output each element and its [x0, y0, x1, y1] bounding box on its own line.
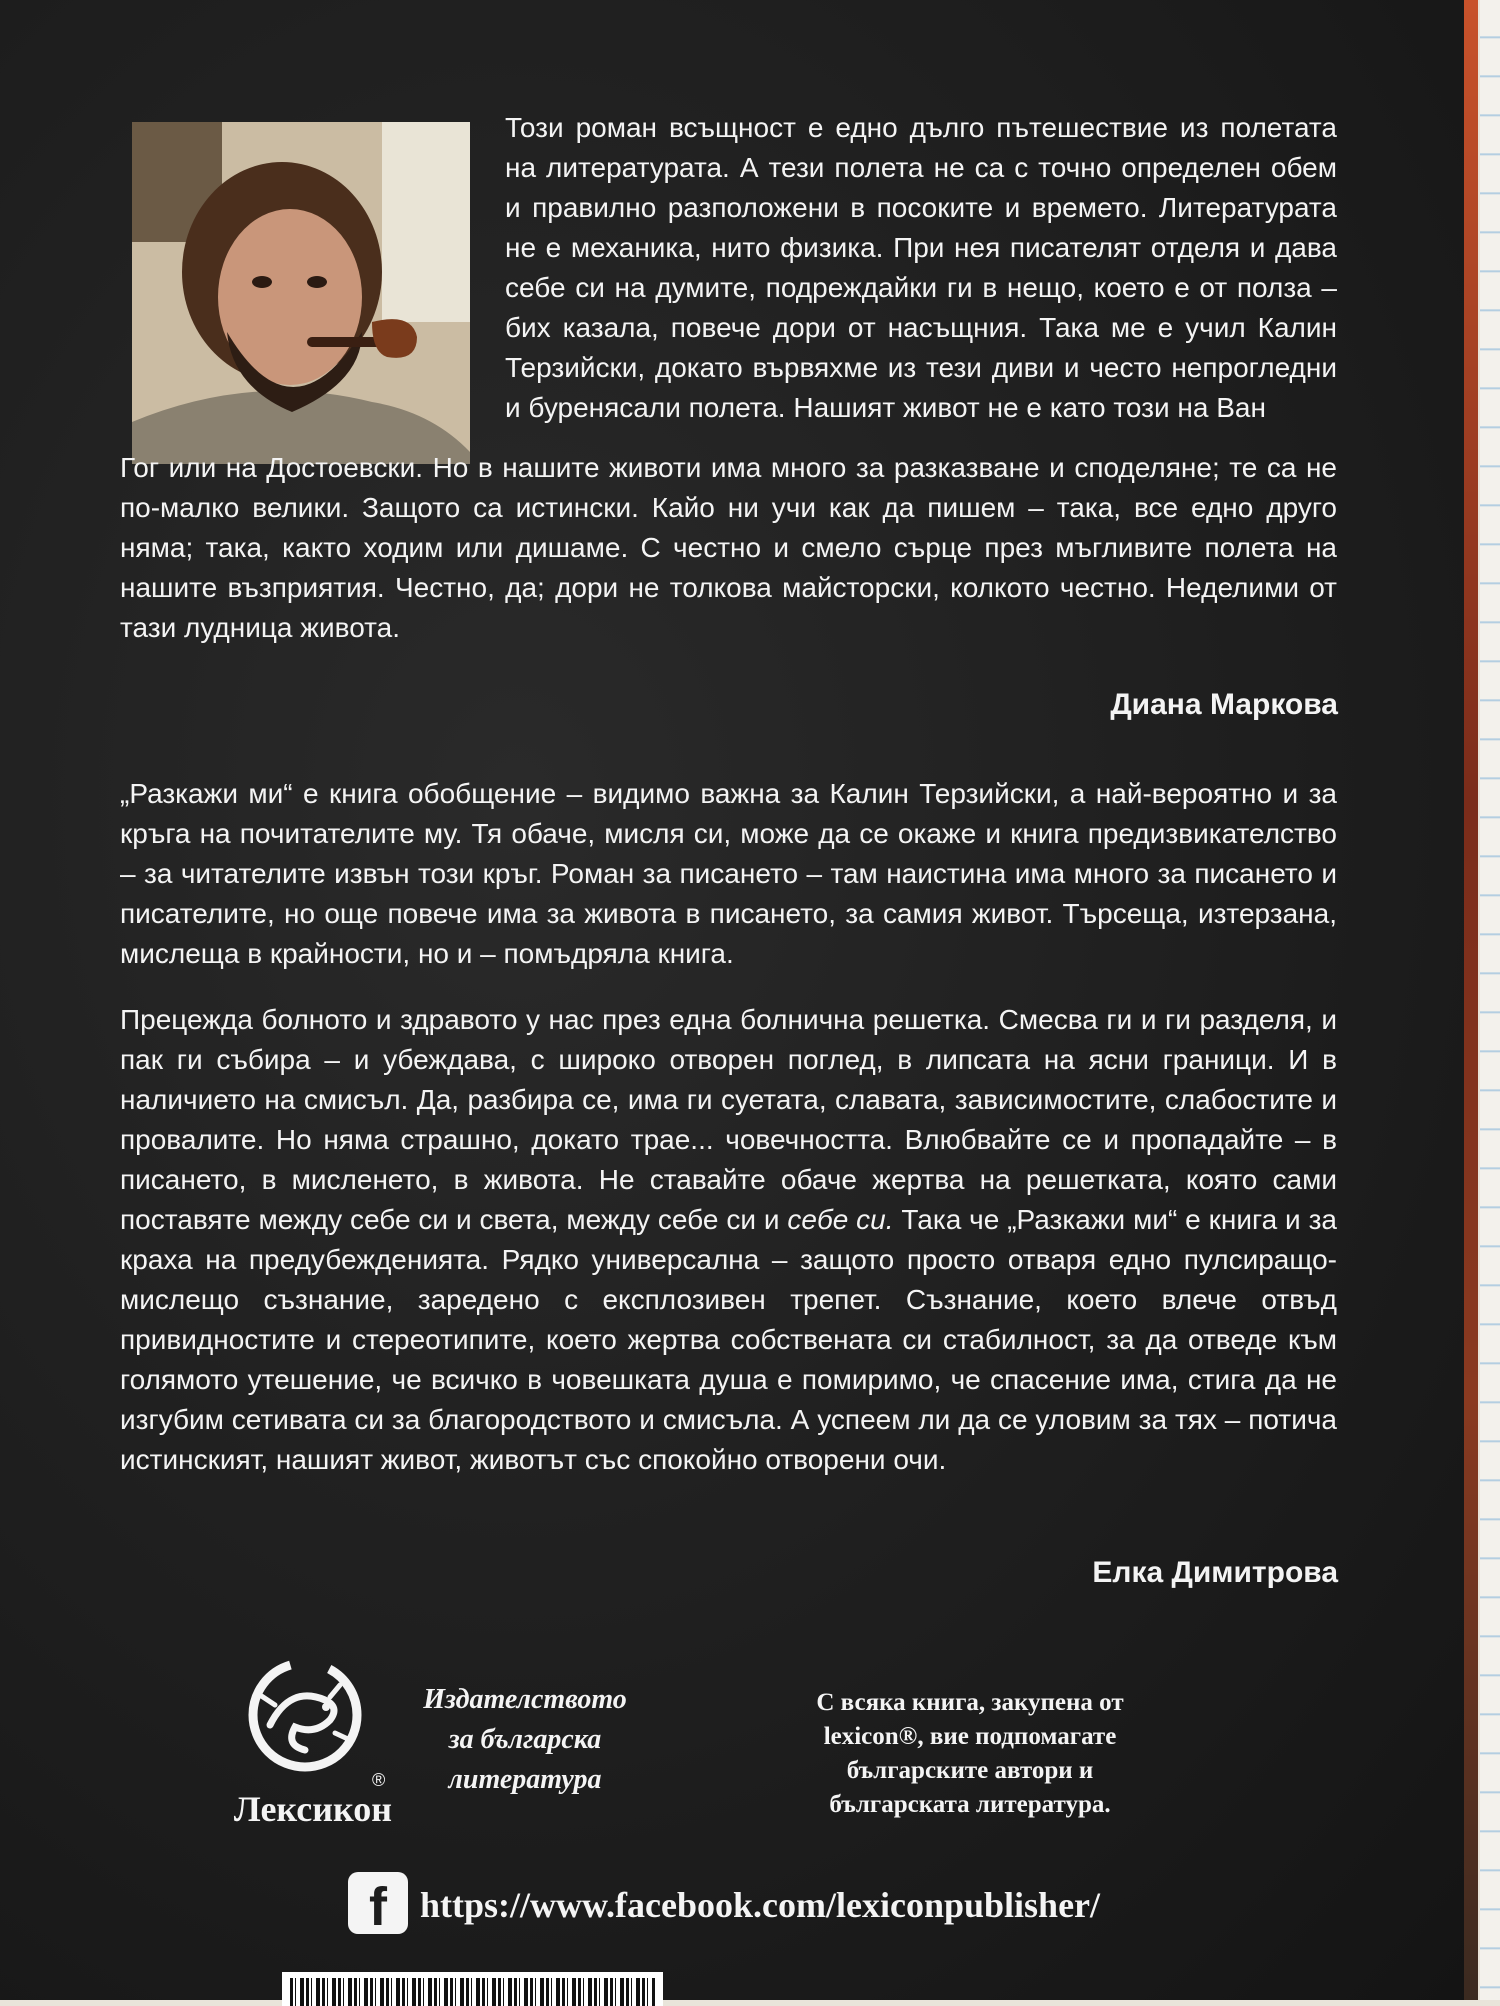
support-line-3: българските автори и: [846, 1757, 1094, 1784]
review-paragraph-2-start: Прецежда болното и здравото у нас през една болнична решетка. Смесва ги и ги разделя, и пак ги събира – и убеждава, с широко отворен поглед, в липсата на ясни граници. И в наличието на смисъл. Да, разбира се, има ги суетата, славата, зависимостите, слабостите и провалите. Но няма страшно, докато трае... човечността. Влюбвайте се и пропадайте – в писането, в мисленето, в живота. Не ставайте обаче жертва на решетката, която сами поставяте между себе си и света, между себе си и: [120, 1004, 1337, 1235]
publisher-logo-name: Лексикон: [233, 1789, 392, 1829]
review-signature: Елка Димитрова: [1092, 1556, 1338, 1589]
publisher-support-message: [780, 1686, 1160, 1822]
author-blurb-paragraph-continued: Гог или на Достоевски. Но в нашите животи има много за разказване и споделяне; те са не по-малко велики. Защото са истински. Кайо ни учи как да пишем – така, все едно друго няма; така, както ходим или дишаме. С честно и смело сърце през мъгливите полета на нашите възприятия. Честно, да; дори не толкова майсторски, колкото честно. Неделими от тази лудница живота.: [120, 452, 1337, 643]
review-paragraph-2-emphasis: себе си.: [787, 1204, 894, 1235]
review-paragraph-2-end: Така че „Разкажи ми“ е книга и за краха на предубежденията. Рядко универсална – защото просто отваря едно пулсиращо-мислещо съзнание, заредено с експлозивен трепет. Съзнание, което влече отвъд привидностите и стереотипите, което жертва собствената си стабилност, за да отведе към голямото утешение, че всичко в човешката душа е помиримо, че спасение има, стига да не изгубим сетивата си за благородството и смисъла. А успеем ли да се уловим за тях – потича истинският, нашият живот, животът със спокойно отворени очи.: [120, 1204, 1337, 1475]
cover-spine-strip: [1464, 0, 1478, 2000]
author-portrait-illustration: [132, 122, 470, 464]
barcode: [282, 1972, 663, 2006]
author-photo: [132, 122, 470, 464]
facebook-icon: f: [348, 1872, 408, 1934]
support-line-1: С всяка книга, закупена от: [816, 1689, 1124, 1716]
facebook-url: https://www.facebook.com/lexiconpublisher/: [420, 1885, 1101, 1925]
dragon-icon: [230, 1655, 380, 1775]
author-blurb-signature: Диана Маркова: [1110, 688, 1338, 721]
support-line-2: lexicon®, вие подпомагате: [823, 1723, 1117, 1750]
author-blurb-paragraph: Този роман всъщност е едно дълго пътешествие из полетата на литературата. А тези полета не са с точно определен обем и правилно разположени в посоките и времето. Литературата не е механика, нито физика. При нея писателят отделя и дава себе си на думите, подреждайки ги в нещо, което е от полза – бих казала, повече дори от насъщния. Така ме е учил Калин Терзийски, докато вървяхме из тези диви и често непрогледни и буренясали полета. Нашият живот не е като този на Ван: [505, 112, 1337, 423]
notebook-paper-edge: [1480, 0, 1500, 2000]
publisher-imprint: Издателството за българска литература: [423, 1684, 627, 1795]
support-line-4: българската литература.: [829, 1791, 1111, 1818]
review-paragraph-2: [120, 1000, 1337, 1480]
registered-mark: ®: [372, 1770, 386, 1790]
review-paragraph-1: „Разкажи ми“ е книга обобщение – видимо важна за Калин Терзийски, а най-вероятно и за кръга на почитателите му. Тя обаче, мисля си, може да се окаже и книга предизвикателство – за читателите извън този кръг. Роман за писането – там наистина има много за писането и писателите, но още повече има за живота в писането, за самия живот. Търсеща, изтерзана, мислеща в крайности, но и – помъдряла книга.: [120, 778, 1337, 969]
